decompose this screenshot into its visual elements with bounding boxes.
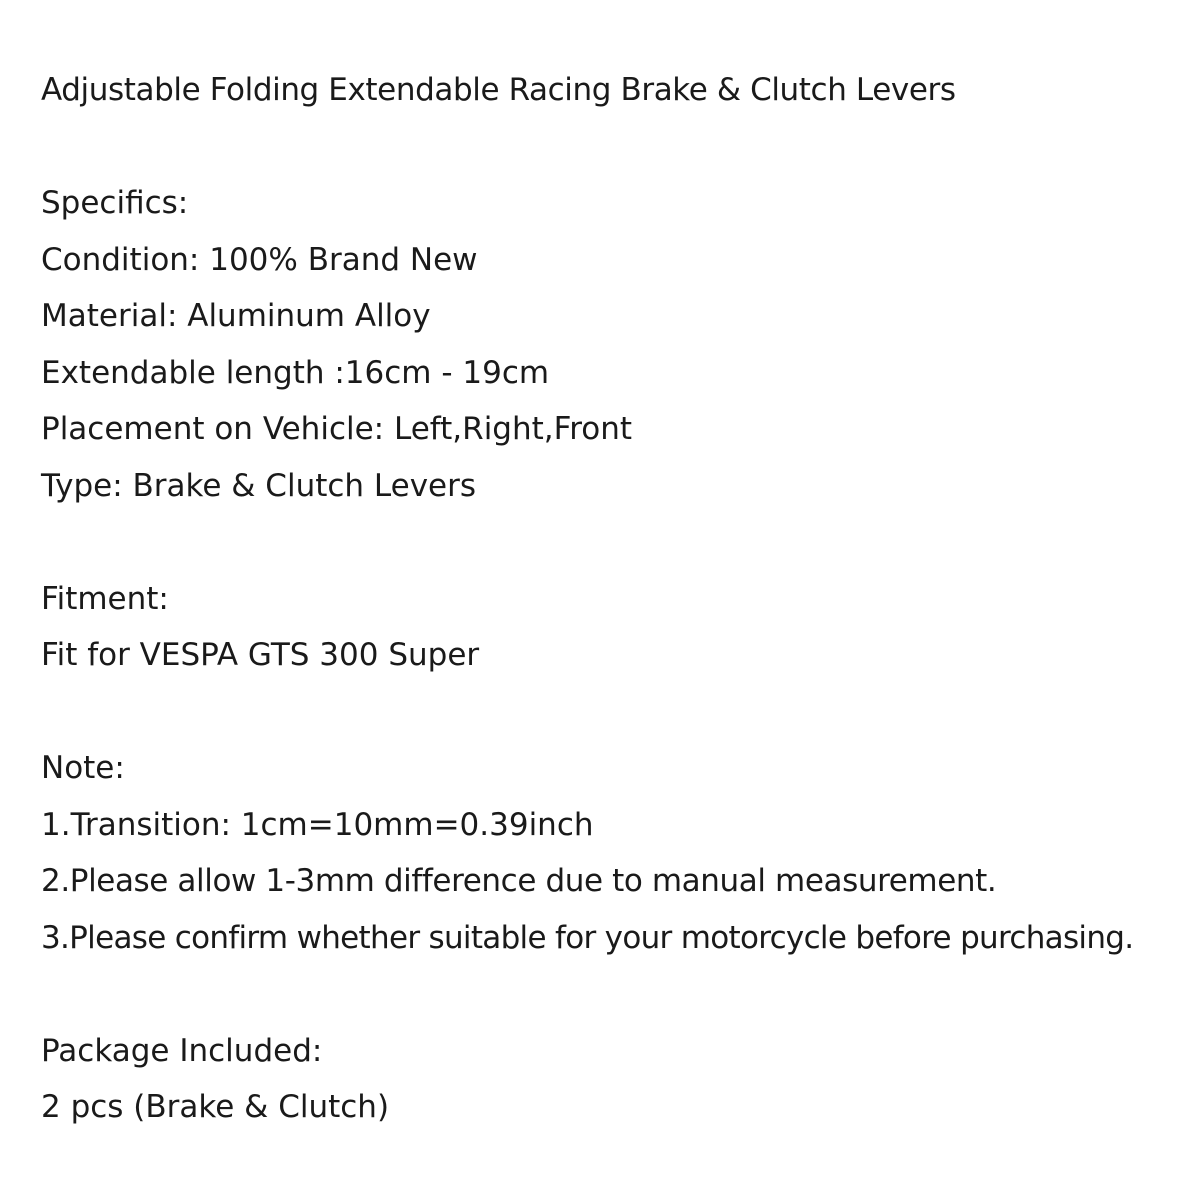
spacer bbox=[41, 119, 1191, 176]
package-contents: 2 pcs (Brake & Clutch) bbox=[41, 1089, 390, 1125]
material-line: Material: Aluminum Alloy bbox=[41, 298, 431, 334]
specifics-heading: Specifics: bbox=[41, 185, 189, 221]
note-item: 3.Please confirm whether suitable for your motorcycle before purchasing. bbox=[41, 919, 1134, 956]
note-item: 1.Transition: 1cm=10mm=0.39inch bbox=[41, 806, 594, 843]
spacer bbox=[41, 514, 1191, 571]
fitment-heading: Fitment: bbox=[41, 580, 169, 617]
fitment-model: Fit for VESPA GTS 300 Super bbox=[41, 637, 480, 673]
package-section bbox=[41, 1023, 1191, 1136]
placement-line: Placement on Vehicle: Left,Right,Front bbox=[41, 411, 633, 447]
length-line: Extendable length :16cm - 19cm bbox=[41, 354, 550, 391]
note-item: 2.Please allow 1-3mm difference due to manual measurement. bbox=[41, 863, 997, 899]
package-heading: Package Included: bbox=[41, 1032, 323, 1069]
fitment-section bbox=[41, 571, 1191, 684]
specifics-section bbox=[41, 175, 1191, 514]
product-title: Adjustable Folding Extendable Racing Brake & Clutch Levers bbox=[41, 72, 956, 108]
condition-line: Condition: 100% Brand New bbox=[41, 241, 478, 278]
spacer bbox=[41, 684, 1191, 741]
spacer bbox=[41, 966, 1191, 1023]
type-line: Type: Brake & Clutch Levers bbox=[41, 467, 477, 504]
note-heading: Note: bbox=[41, 750, 125, 786]
product-description bbox=[41, 62, 1191, 1136]
note-section bbox=[41, 740, 1191, 966]
